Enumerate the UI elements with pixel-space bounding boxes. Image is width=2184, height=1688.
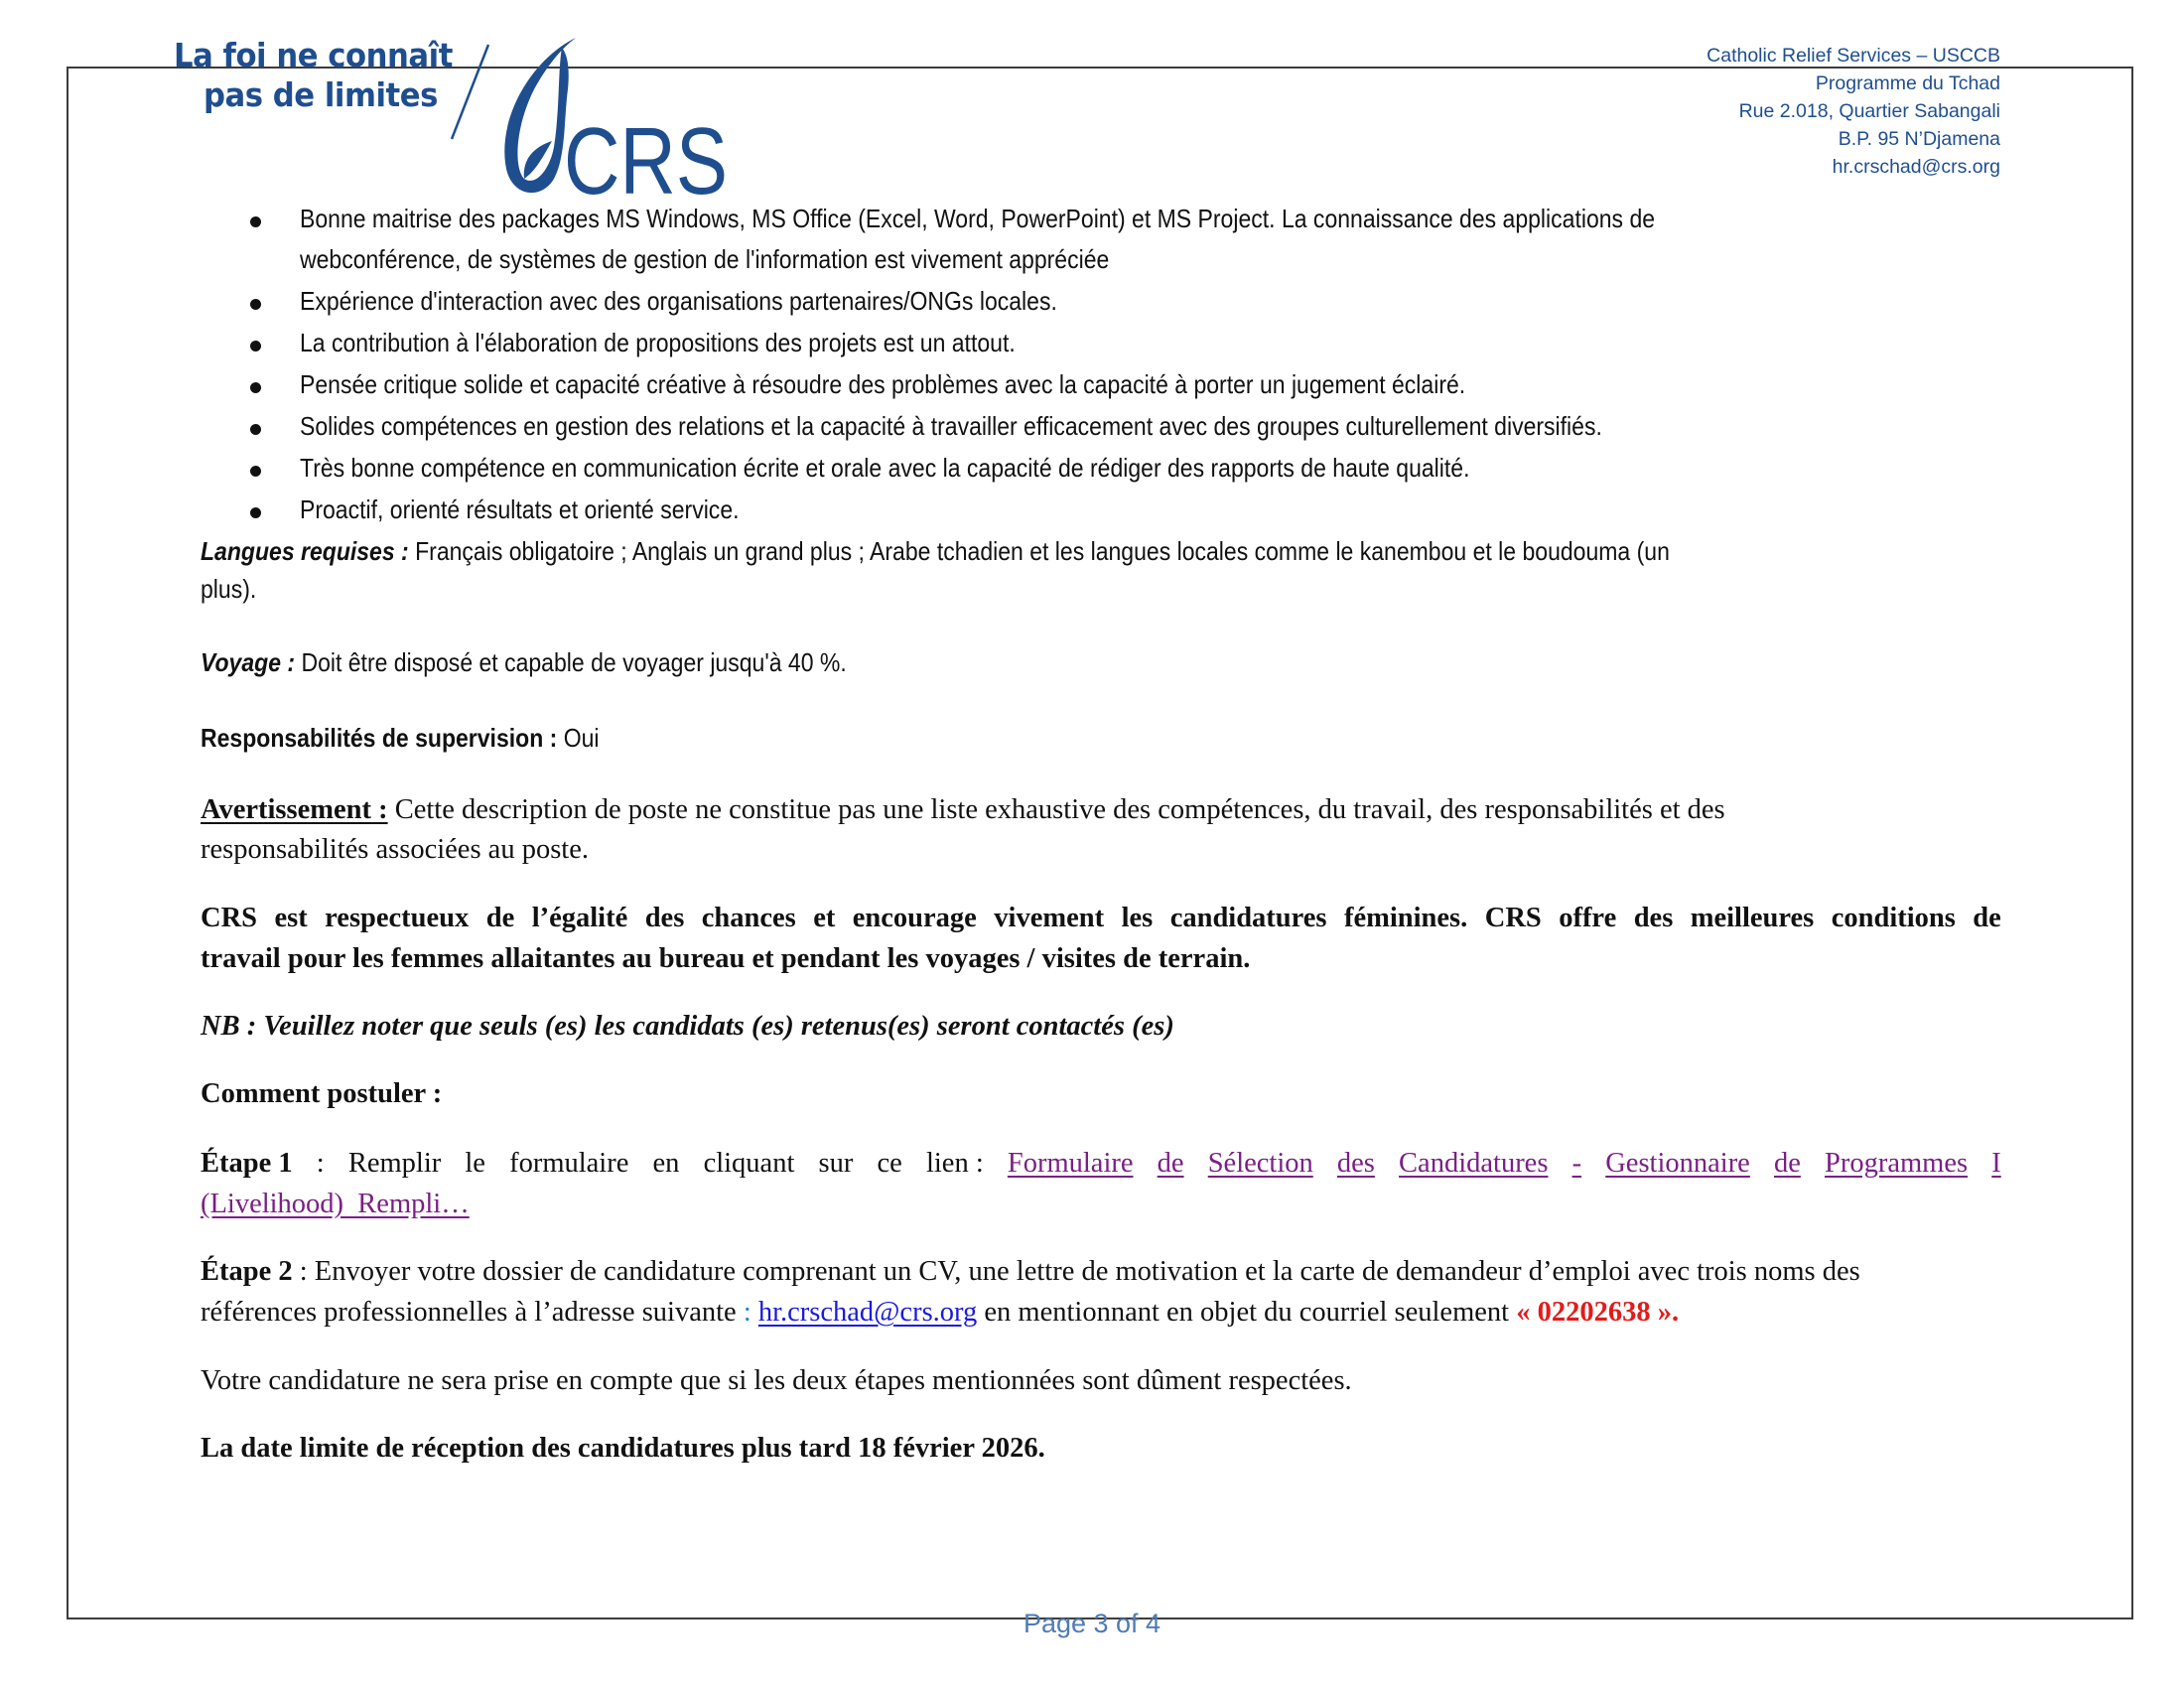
bullet-icon	[250, 382, 261, 393]
application-form-link[interactable]: Formulaire	[1007, 1148, 1134, 1179]
travel-text: Doit être disposé et capable de voyager jusqu'à 40 %.	[295, 647, 847, 677]
bullet-icon	[250, 507, 261, 518]
application-form-link[interactable]: de	[1773, 1148, 1801, 1179]
logo-tagline-line1: La foi ne connaît	[174, 36, 453, 74]
step2-label: Étape 2	[201, 1256, 293, 1287]
bullet-icon	[250, 216, 261, 227]
step1-word: ce	[877, 1148, 902, 1179]
step1	[201, 1148, 2001, 1180]
step2-line2	[201, 1297, 1679, 1329]
header-email: hr.crschad@crs.org	[1832, 156, 2000, 178]
travel-line	[201, 647, 847, 678]
header-street: Rue 2.018, Quartier Sabangali	[1738, 100, 2000, 122]
bullet-icon	[250, 299, 261, 310]
application-note: Votre candidature ne sera prise en compte que si les deux étapes mentionnées sont dûment respectées.	[201, 1365, 1352, 1396]
equal-opportunity-word: candidatures	[1169, 903, 1327, 933]
list-item: Expérience d'interaction avec des organisations partenaires/ONGs locales.	[300, 286, 1057, 316]
step2-text-before: références professionnelles à l’adresse suivante	[201, 1297, 744, 1328]
deadline: La date limite de réception des candidatures plus tard 18 février 2026.	[201, 1433, 1045, 1464]
list-item: Pensée critique solide et capacité créative à résoudre des problèmes avec la capacité à porter un jugement éclairé.	[300, 369, 1466, 399]
application-form-link[interactable]: Sélection	[1207, 1148, 1313, 1179]
logo-brand-text: CRS	[564, 108, 728, 214]
equal-opportunity-word: des	[1633, 903, 1674, 933]
step1-word: Remplir	[347, 1148, 442, 1179]
logo-tagline-line2: pas de limites	[204, 75, 438, 114]
step1-word: lien :	[925, 1148, 984, 1179]
languages-text: Français obligatoire ; Anglais un grand plus ; Arabe tchadien et les langues locales comme le kanembou et le boudouma (un	[408, 536, 1670, 566]
application-form-link-continuation[interactable]: (Livelihood) Rempli…	[201, 1189, 470, 1219]
reference-code: « 02202638 ».	[1516, 1297, 1680, 1328]
equal-opportunity-word: meilleures	[1690, 903, 1815, 933]
step1-word: formulaire	[509, 1148, 629, 1179]
equal-opportunity-word: conditions	[1831, 903, 1956, 933]
equal-opportunity-word: les	[1121, 903, 1154, 933]
step1-word: le	[465, 1148, 485, 1179]
application-form-link[interactable]: de	[1157, 1148, 1184, 1179]
application-form-link[interactable]: Gestionnaire	[1605, 1148, 1750, 1179]
equal-opportunity-word: des	[644, 903, 685, 933]
disclaimer-line1	[201, 794, 1725, 826]
equal-opportunity-word: CRS	[1484, 903, 1542, 933]
page-number: Page 3 of 4	[1023, 1609, 1161, 1638]
list-item-continuation: webconférence, de systèmes de gestion de l'information est vivement appréciée	[300, 244, 1110, 274]
header-address	[1706, 42, 2000, 181]
list-item: La contribution à l'élaboration de propositions des projets est un attout.	[300, 328, 1016, 357]
application-form-link[interactable]: I	[1991, 1148, 2001, 1179]
step2-colon: :	[743, 1297, 751, 1328]
disclaimer-text: Cette description de poste ne constitue pas une liste exhaustive des compétences, du travail, des responsabilités et des	[387, 794, 1725, 825]
crs-logo-icon	[437, 30, 735, 214]
header-org: Catholic Relief Services – USCCB	[1706, 45, 2000, 67]
disclaimer-line2: responsabilités associées au poste.	[201, 834, 589, 865]
equal-opportunity-word: respectueux	[325, 903, 470, 933]
travel-label: Voyage :	[201, 647, 296, 677]
bullet-icon	[250, 341, 261, 352]
equal-opportunity-word: offre	[1559, 903, 1617, 933]
list-item: Bonne maitrise des packages MS Windows, MS Office (Excel, Word, PowerPoint) et MS Project. La connaissance des applications de	[300, 204, 1656, 233]
step1-label: Étape 1	[201, 1148, 293, 1179]
step1-word: sur	[818, 1148, 854, 1179]
email-link[interactable]: hr.crschad@crs.org	[757, 1297, 978, 1328]
logo-slash	[452, 45, 488, 139]
equal-opportunity-word: et	[813, 903, 836, 933]
disclaimer-label: Avertissement :	[201, 794, 388, 825]
header-po-box: B.P. 95 N’Djamena	[1838, 128, 2000, 150]
header-program: Programme du Tchad	[1815, 72, 2000, 94]
equal-opportunity-word: de	[1973, 903, 2001, 933]
bullet-icon	[250, 466, 261, 477]
nb-note: NB : Veuillez noter que seuls (es) les candidats (es) retenus(es) seront contactés (es)	[201, 1011, 1174, 1042]
step2-line1	[201, 1256, 1860, 1288]
list-item: Solides compétences en gestion des relations et la capacité à travailler efficacement avec des groupes culturellement diversifiés.	[300, 411, 1602, 441]
languages-label: Langues requises :	[201, 536, 409, 566]
equal-opportunity-word: vivement	[994, 903, 1105, 933]
equal-opportunity-word: est	[274, 903, 308, 933]
application-form-link[interactable]: des	[1336, 1148, 1375, 1179]
equal-opportunity-word: chances	[701, 903, 796, 933]
languages-line2: plus).	[201, 574, 257, 604]
equal-opportunity-word: CRS	[201, 903, 258, 933]
equal-opportunity-word: féminines.	[1343, 903, 1468, 933]
languages-line1	[201, 536, 1670, 567]
how-to-apply-title: Comment postuler :	[201, 1078, 443, 1109]
bullet-icon	[250, 424, 261, 435]
equal-opportunity-word: l’égalité	[531, 903, 628, 933]
step1-word: en	[652, 1148, 680, 1179]
step1-word: cliquant	[703, 1148, 795, 1179]
list-item: Très bonne compétence en communication écrite et orale avec la capacité de rédiger des rapports de haute qualité.	[300, 453, 1470, 483]
application-form-link[interactable]: -	[1571, 1148, 1582, 1179]
supervision-value: Oui	[557, 723, 600, 753]
equal-opportunity-line2: travail pour les femmes allaitantes au bureau et pendant les voyages / visites de terrain.	[201, 943, 1251, 974]
supervision-label: Responsabilités de supervision :	[201, 723, 558, 753]
equal-opportunity-statement	[201, 903, 2001, 934]
application-form-link[interactable]: Programmes	[1825, 1148, 1969, 1179]
step1-line2	[201, 1189, 470, 1220]
list-item: Proactif, orienté résultats et orienté service.	[300, 494, 740, 524]
supervision-line	[201, 723, 600, 754]
equal-opportunity-line1	[201, 903, 2001, 934]
step1-word: :	[316, 1148, 325, 1179]
application-form-link[interactable]: Candidatures	[1399, 1148, 1549, 1179]
equal-opportunity-word: de	[485, 903, 515, 933]
step1-line1	[201, 1148, 2001, 1180]
step2-text-after: en mentionnant en objet du courriel seulement	[977, 1297, 1517, 1328]
step2-text: : Envoyer votre dossier de candidature comprenant un CV, une lettre de motivation et la carte de demandeur d’emploi avec trois noms des	[292, 1256, 1860, 1287]
equal-opportunity-word: encourage	[852, 903, 977, 933]
